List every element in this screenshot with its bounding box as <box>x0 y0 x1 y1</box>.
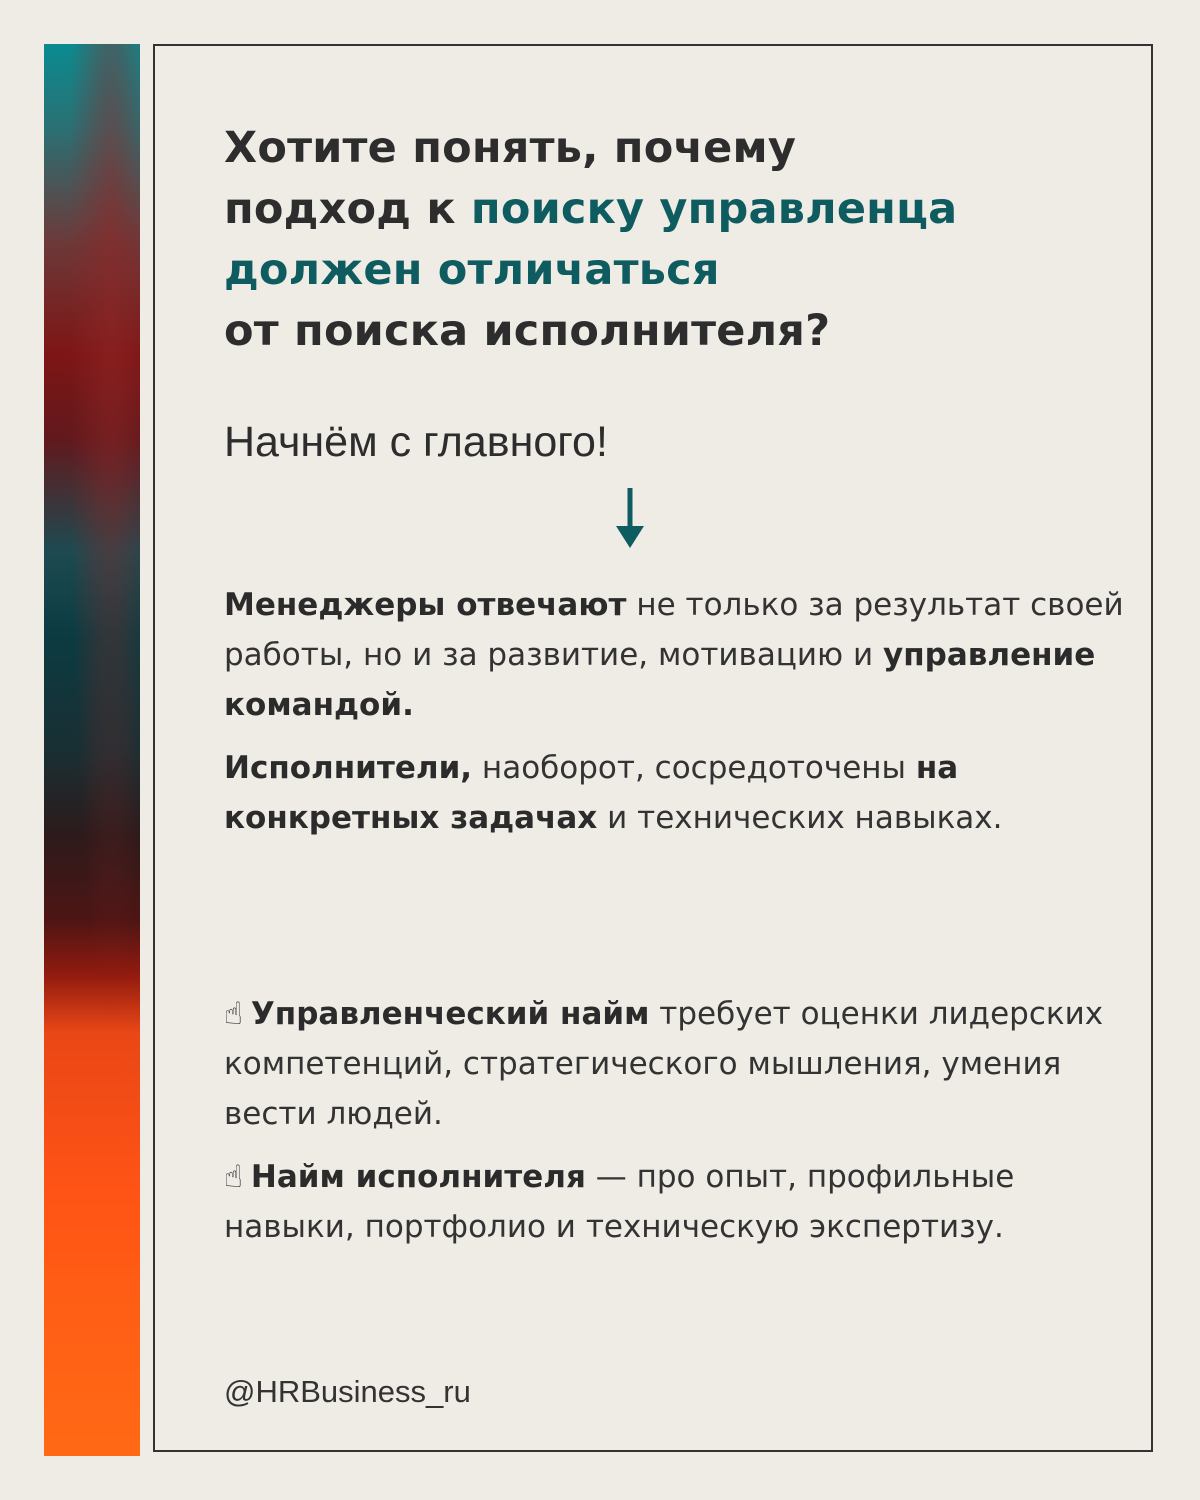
managerial-hiring-text: требует оценки лидерских компетенций, стратегического мышления, умения вести людей. <box>224 996 1104 1132</box>
title-line-4: от поиска исполнителя? <box>224 306 831 356</box>
page-title <box>224 118 1084 362</box>
executors-paragraph <box>224 743 1144 843</box>
lead-text: Начнём с главного! <box>224 418 608 466</box>
executors-text-1: наоборот, сосредоточены <box>472 750 916 786</box>
managers-bold-end: управление командой. <box>224 637 1096 723</box>
title-line-2 <box>224 179 1084 240</box>
managers-text: не только за результат своей работы, но и за развитие, мотивацию и <box>224 587 1124 673</box>
executors-bold-mid: на конкретных задачах <box>224 750 959 836</box>
executors-text-2: и технических навыках. <box>597 800 1003 836</box>
decorative-gradient-bar <box>44 44 140 1456</box>
title-accent-2: должен отличаться <box>224 245 720 295</box>
title-accent-1: поиску управленца <box>470 184 958 234</box>
executor-hiring-text: — про опыт, профильные навыки, портфолио и техническую экспертизу. <box>224 1159 1015 1245</box>
title-line-2-prefix: подход к <box>224 184 471 234</box>
executors-bold: Исполнители, <box>224 750 473 786</box>
social-handle: @HRBusiness_ru <box>224 1374 471 1409</box>
title-line-1: Хотите понять, почему <box>224 123 797 173</box>
executor-hiring-bold: Найм исполнителя <box>250 1159 586 1195</box>
arrow-down-icon <box>610 486 650 552</box>
managerial-hiring-paragraph <box>224 989 1144 1139</box>
executor-hiring-paragraph <box>224 1152 1144 1252</box>
managers-paragraph <box>224 580 1144 730</box>
pointing-finger-icon: ☝ <box>224 996 243 1032</box>
pointing-finger-icon: ☝ <box>224 1159 243 1195</box>
managerial-hiring-bold: Управленческий найм <box>250 996 650 1032</box>
managers-bold: Менеджеры отвечают <box>224 587 627 623</box>
